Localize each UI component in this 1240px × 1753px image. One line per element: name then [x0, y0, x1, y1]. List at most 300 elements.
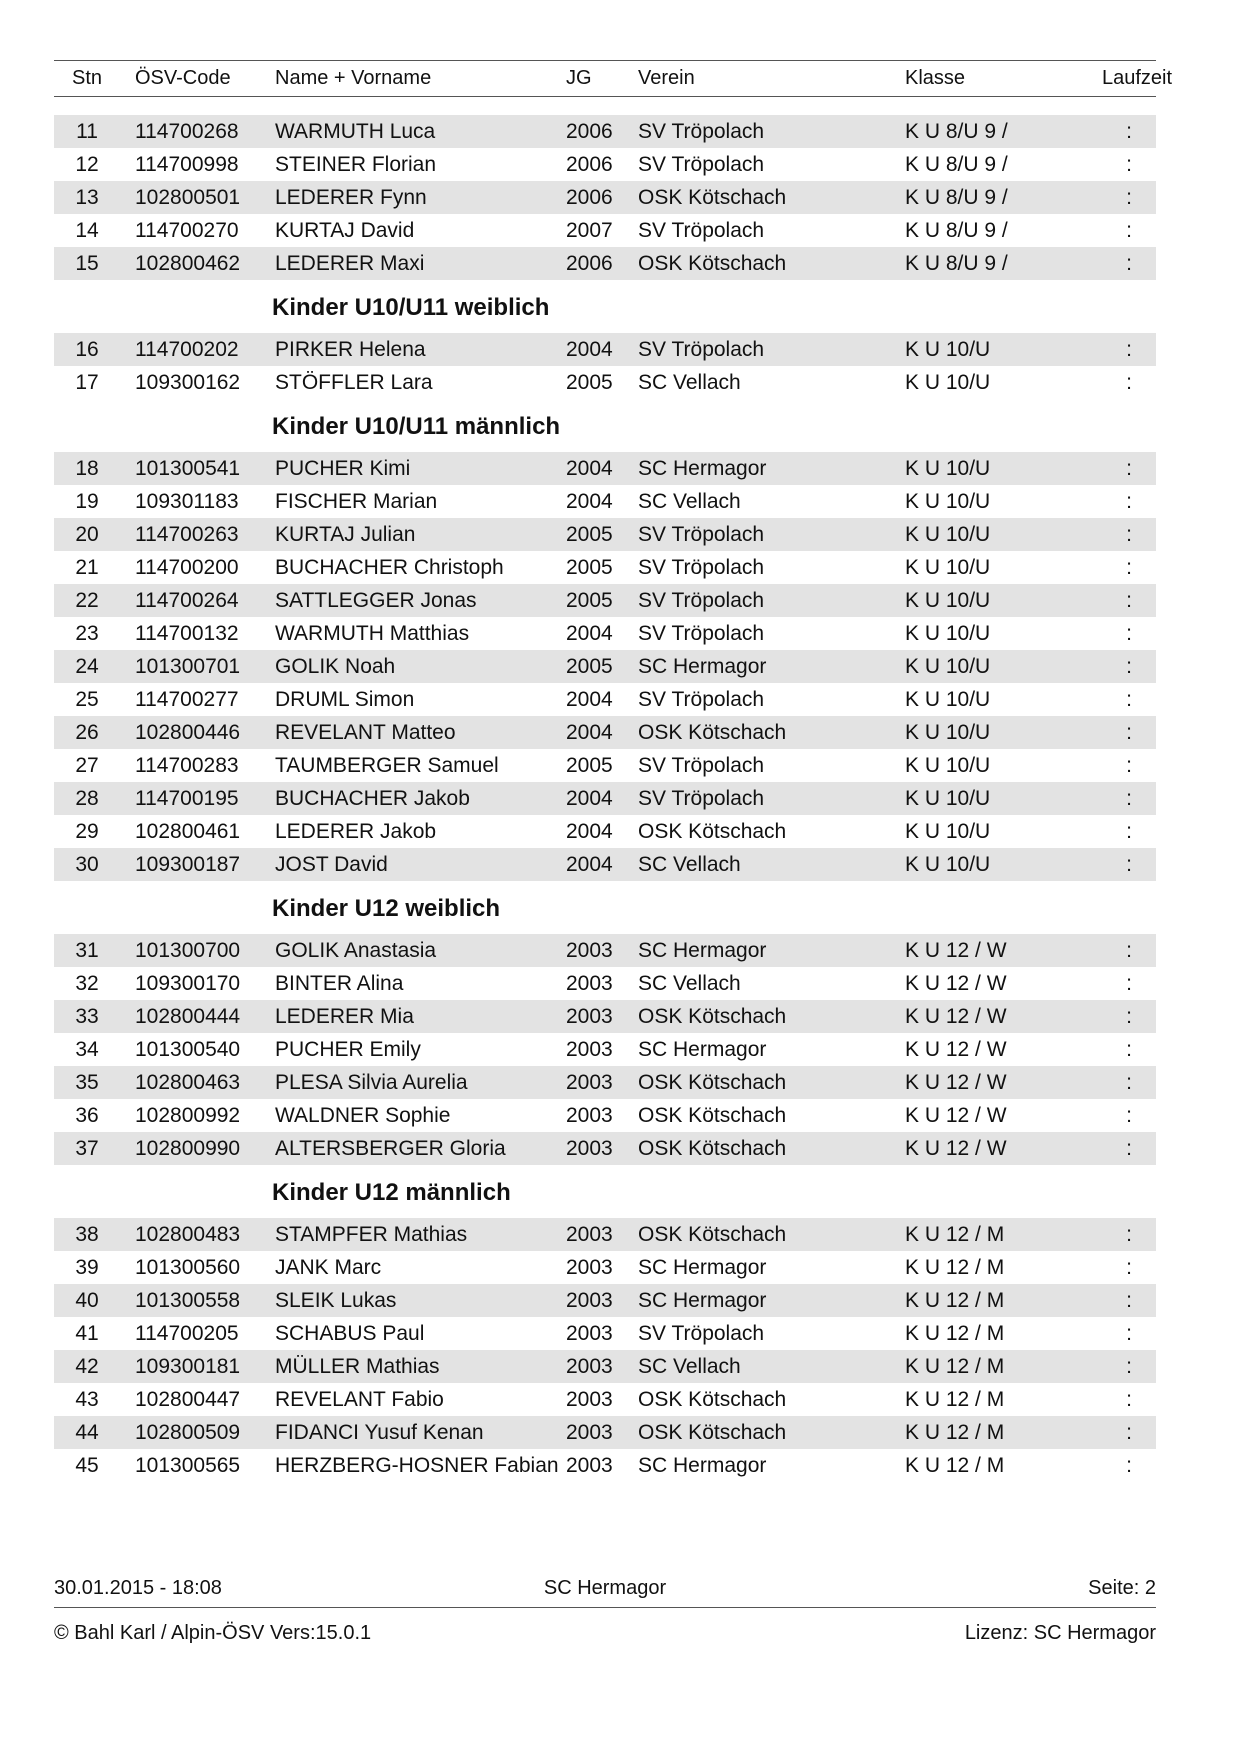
cell-laufzeit: :	[1126, 119, 1132, 143]
cell-laufzeit: :	[1126, 218, 1132, 242]
table-row	[54, 749, 1156, 782]
cell-name: SCHABUS Paul	[275, 1321, 425, 1345]
cell-stn: 44	[75, 1420, 99, 1444]
cell-stn: 24	[75, 654, 99, 678]
cell-klasse: K U 12 / W	[905, 1070, 1007, 1094]
cell-code: 102800990	[135, 1136, 241, 1160]
table-row	[54, 848, 1156, 881]
cell-verein: SV Tröpolach	[638, 621, 765, 645]
section-title: Kinder U12 weiblich	[272, 895, 501, 922]
cell-code: 114700200	[135, 555, 239, 579]
table-row	[54, 1251, 1156, 1284]
cell-laufzeit: :	[1126, 456, 1132, 480]
cell-klasse: K U 10/U	[905, 522, 991, 546]
cell-laufzeit: :	[1126, 819, 1132, 843]
cell-verein: OSK Kötschach	[638, 251, 787, 275]
cell-name: HERZBERG-HOSNER Fabian	[275, 1453, 559, 1477]
cell-jg: 2005	[566, 654, 613, 678]
cell-name: REVELANT Matteo	[275, 720, 456, 744]
cell-verein: SC Hermagor	[638, 1037, 767, 1061]
table-row	[54, 1000, 1156, 1033]
cell-name: SLEIK Lukas	[275, 1288, 397, 1312]
cell-verein: OSK Kötschach	[638, 1103, 787, 1127]
cell-laufzeit: :	[1126, 185, 1132, 209]
table-row	[54, 967, 1156, 1000]
table-row	[54, 333, 1156, 366]
cell-verein: SC Vellach	[638, 1354, 741, 1378]
cell-klasse: K U 8/U 9 /	[905, 152, 1008, 176]
section-title: Kinder U12 männlich	[272, 1179, 511, 1206]
cell-jg: 2007	[566, 218, 613, 242]
cell-code: 102800446	[135, 720, 241, 744]
cell-code: 101300560	[135, 1255, 241, 1279]
cell-laufzeit: :	[1126, 1387, 1132, 1411]
cell-stn: 11	[76, 119, 98, 143]
table-row	[54, 1449, 1156, 1482]
table-header	[54, 60, 1173, 97]
cell-klasse: K U 12 / W	[905, 971, 1007, 995]
cell-jg: 2005	[566, 370, 613, 394]
cell-name: LEDERER Jakob	[275, 819, 437, 843]
cell-laufzeit: :	[1126, 971, 1132, 995]
table-row	[54, 1132, 1156, 1165]
cell-stn: 15	[75, 251, 99, 275]
cell-code: 109300187	[135, 852, 241, 876]
license: Lizenz: SC Hermagor	[964, 1621, 1156, 1644]
cell-jg: 2003	[566, 1387, 613, 1411]
cell-stn: 30	[75, 852, 99, 876]
cell-verein: SC Hermagor	[638, 1255, 767, 1279]
cell-jg: 2006	[566, 185, 613, 209]
cell-jg: 2004	[566, 337, 613, 361]
cell-klasse: K U 8/U 9 /	[905, 119, 1008, 143]
cell-verein: SC Vellach	[638, 370, 741, 394]
cell-laufzeit: :	[1126, 687, 1132, 711]
table-row	[54, 518, 1156, 551]
cell-klasse: K U 10/U	[905, 337, 991, 361]
cell-klasse: K U 10/U	[905, 819, 991, 843]
cell-name: REVELANT Fabio	[275, 1387, 444, 1411]
cell-stn: 12	[75, 152, 99, 176]
cell-verein: SC Hermagor	[638, 938, 767, 962]
cell-jg: 2003	[566, 1070, 613, 1094]
cell-laufzeit: :	[1126, 370, 1132, 394]
cell-verein: OSK Kötschach	[638, 819, 787, 843]
header-laufzeit: Laufzeit	[1102, 67, 1173, 89]
page-number: Seite: 2	[1088, 1576, 1156, 1599]
cell-laufzeit: :	[1126, 753, 1132, 777]
cell-laufzeit: :	[1126, 555, 1132, 579]
cell-verein: SV Tröpolach	[638, 588, 765, 612]
cell-jg: 2006	[566, 152, 613, 176]
cell-stn: 32	[75, 971, 99, 995]
cell-stn: 33	[75, 1004, 99, 1028]
cell-klasse: K U 10/U	[905, 456, 991, 480]
cell-name: PLESA Silvia Aurelia	[275, 1070, 468, 1094]
table-body	[54, 115, 1156, 1482]
cell-stn: 42	[75, 1354, 99, 1378]
cell-code: 114700132	[135, 621, 239, 645]
cell-verein: SV Tröpolach	[638, 786, 765, 810]
cell-verein: OSK Kötschach	[638, 1070, 787, 1094]
cell-stn: 40	[75, 1288, 99, 1312]
cell-name: ALTERSBERGER Gloria	[275, 1136, 506, 1160]
cell-klasse: K U 12 / W	[905, 1103, 1007, 1127]
section-title: Kinder U10/U11 weiblich	[272, 294, 550, 321]
cell-stn: 43	[75, 1387, 99, 1411]
cell-klasse: K U 10/U	[905, 753, 991, 777]
header-gap	[54, 97, 1156, 115]
cell-klasse: K U 10/U	[905, 687, 991, 711]
table-row	[54, 247, 1156, 280]
cell-stn: 18	[75, 456, 99, 480]
cell-klasse: K U 8/U 9 /	[905, 251, 1008, 275]
cell-name: PIRKER Helena	[275, 337, 426, 361]
cell-stn: 16	[75, 337, 99, 361]
cell-verein: SV Tröpolach	[638, 555, 765, 579]
cell-code: 114700195	[135, 786, 239, 810]
cell-name: LEDERER Maxi	[275, 251, 425, 275]
cell-klasse: K U 10/U	[905, 654, 991, 678]
cell-code: 101300701	[135, 654, 241, 678]
cell-verein: OSK Kötschach	[638, 185, 787, 209]
cell-klasse: K U 12 / W	[905, 938, 1007, 962]
table-row	[54, 716, 1156, 749]
cell-klasse: K U 12 / M	[905, 1222, 1005, 1246]
cell-stn: 20	[75, 522, 99, 546]
cell-laufzeit: :	[1126, 251, 1132, 275]
table-row	[54, 815, 1156, 848]
cell-stn: 23	[75, 621, 99, 645]
cell-stn: 34	[75, 1037, 99, 1061]
cell-stn: 38	[75, 1222, 99, 1246]
cell-name: BUCHACHER Christoph	[275, 555, 504, 579]
cell-code: 114700277	[135, 687, 239, 711]
cell-klasse: K U 10/U	[905, 370, 991, 394]
cell-name: FISCHER Marian	[275, 489, 438, 513]
cell-jg: 2003	[566, 1037, 613, 1061]
cell-code: 109301183	[135, 489, 239, 513]
cell-verein: SC Hermagor	[638, 654, 767, 678]
table-row	[54, 485, 1156, 518]
cell-name: MÜLLER Mathias	[275, 1354, 440, 1378]
cell-klasse: K U 12 / M	[905, 1321, 1005, 1345]
cell-name: WARMUTH Matthias	[275, 621, 470, 645]
cell-klasse: K U 12 / W	[905, 1037, 1007, 1061]
cell-jg: 2004	[566, 819, 613, 843]
table-row	[54, 683, 1156, 716]
cell-jg: 2004	[566, 687, 613, 711]
cell-name: PUCHER Emily	[275, 1037, 421, 1061]
cell-laufzeit: :	[1126, 1255, 1132, 1279]
cell-name: BUCHACHER Jakob	[275, 786, 470, 810]
cell-verein: SV Tröpolach	[638, 687, 765, 711]
header-code: ÖSV-Code	[135, 67, 231, 89]
cell-laufzeit: :	[1126, 621, 1132, 645]
cell-stn: 41	[75, 1321, 99, 1345]
table-row	[54, 650, 1156, 683]
cell-stn: 27	[75, 753, 99, 777]
cell-verein: SV Tröpolach	[638, 753, 765, 777]
cell-laufzeit: :	[1126, 1420, 1132, 1444]
cell-name: PUCHER Kimi	[275, 456, 411, 480]
cell-name: TAUMBERGER Samuel	[275, 753, 499, 777]
cell-jg: 2003	[566, 1222, 613, 1246]
table-row	[54, 1284, 1156, 1317]
cell-code: 102800462	[135, 251, 241, 275]
cell-stn: 13	[75, 185, 99, 209]
cell-laufzeit: :	[1126, 1004, 1132, 1028]
cell-klasse: K U 10/U	[905, 489, 991, 513]
section-title: Kinder U10/U11 männlich	[272, 413, 561, 440]
cell-jg: 2003	[566, 938, 613, 962]
cell-klasse: K U 8/U 9 /	[905, 218, 1008, 242]
cell-klasse: K U 12 / M	[905, 1387, 1005, 1411]
table-row	[54, 1317, 1156, 1350]
cell-jg: 2003	[566, 1255, 613, 1279]
cell-laufzeit: :	[1126, 654, 1132, 678]
cell-name: LEDERER Fynn	[275, 185, 427, 209]
cell-code: 114700268	[135, 119, 239, 143]
cell-stn: 21	[75, 555, 99, 579]
cell-laufzeit: :	[1126, 786, 1132, 810]
cell-stn: 28	[75, 786, 99, 810]
cell-verein: SV Tröpolach	[638, 152, 765, 176]
cell-laufzeit: :	[1126, 1354, 1132, 1378]
cell-jg: 2004	[566, 720, 613, 744]
organizer: SC Hermagor	[543, 1576, 667, 1599]
cell-code: 102800992	[135, 1103, 241, 1127]
cell-klasse: K U 12 / M	[905, 1420, 1005, 1444]
cell-laufzeit: :	[1126, 1136, 1132, 1160]
cell-jg: 2004	[566, 786, 613, 810]
table-row	[54, 934, 1156, 967]
cell-code: 102800463	[135, 1070, 241, 1094]
cell-name: GOLIK Anastasia	[275, 938, 437, 962]
cell-klasse: K U 12 / M	[905, 1255, 1005, 1279]
table-row	[54, 1350, 1156, 1383]
table-row	[54, 181, 1156, 214]
cell-jg: 2003	[566, 1136, 613, 1160]
cell-stn: 26	[75, 720, 99, 744]
cell-name: KURTAJ David	[275, 218, 415, 242]
table-row	[54, 1033, 1156, 1066]
cell-name: STÖFFLER Lara	[275, 370, 433, 394]
cell-jg: 2005	[566, 555, 613, 579]
cell-jg: 2003	[566, 1103, 613, 1127]
copyright: © Bahl Karl / Alpin-ÖSV Vers:15.0.1	[54, 1621, 372, 1644]
cell-verein: SV Tröpolach	[638, 218, 765, 242]
cell-laufzeit: :	[1126, 489, 1132, 513]
cell-verein: SC Hermagor	[638, 1288, 767, 1312]
cell-name: JANK Marc	[275, 1255, 382, 1279]
table-row	[54, 782, 1156, 815]
cell-code: 114700998	[135, 152, 239, 176]
cell-laufzeit: :	[1126, 1103, 1132, 1127]
table-row	[54, 214, 1156, 247]
cell-name: JOST David	[275, 852, 388, 876]
header-klasse: Klasse	[905, 67, 966, 89]
cell-code: 114700264	[135, 588, 239, 612]
start-list-page	[54, 60, 1173, 1482]
cell-verein: SV Tröpolach	[638, 337, 765, 361]
header-stn: Stn	[71, 67, 103, 89]
cell-verein: OSK Kötschach	[638, 1004, 787, 1028]
cell-stn: 22	[75, 588, 99, 612]
cell-laufzeit: :	[1126, 938, 1132, 962]
cell-verein: SC Hermagor	[638, 1453, 767, 1477]
cell-jg: 2003	[566, 1420, 613, 1444]
cell-verein: OSK Kötschach	[638, 1420, 787, 1444]
cell-code: 114700205	[135, 1321, 239, 1345]
cell-jg: 2006	[566, 251, 613, 275]
cell-code: 114700283	[135, 753, 239, 777]
cell-verein: SV Tröpolach	[638, 1321, 765, 1345]
cell-stn: 29	[75, 819, 99, 843]
cell-laufzeit: :	[1126, 522, 1132, 546]
cell-klasse: K U 12 / M	[905, 1354, 1005, 1378]
cell-name: DRUML Simon	[275, 687, 415, 711]
cell-laufzeit: :	[1126, 852, 1132, 876]
table-row	[54, 1066, 1156, 1099]
cell-jg: 2003	[566, 1321, 613, 1345]
cell-jg: 2005	[566, 753, 613, 777]
table-row	[54, 366, 1156, 399]
table-row	[54, 1416, 1156, 1449]
cell-verein: SV Tröpolach	[638, 119, 765, 143]
cell-klasse: K U 8/U 9 /	[905, 185, 1008, 209]
cell-jg: 2004	[566, 489, 613, 513]
cell-klasse: K U 10/U	[905, 621, 991, 645]
cell-name: SATTLEGGER Jonas	[275, 588, 477, 612]
cell-name: WARMUTH Luca	[275, 119, 436, 143]
cell-name: WALDNER Sophie	[275, 1103, 451, 1127]
cell-code: 101300565	[135, 1453, 241, 1477]
cell-laufzeit: :	[1126, 337, 1132, 361]
cell-verein: SC Vellach	[638, 852, 741, 876]
header-name: Name + Vorname	[275, 67, 432, 89]
cell-code: 114700263	[135, 522, 239, 546]
cell-stn: 35	[75, 1070, 99, 1094]
table-row	[54, 617, 1156, 650]
cell-name: STEINER Florian	[275, 152, 437, 176]
table-row	[54, 1383, 1156, 1416]
cell-klasse: K U 10/U	[905, 852, 991, 876]
cell-name: FIDANCI Yusuf Kenan	[275, 1420, 484, 1444]
cell-code: 102800444	[135, 1004, 241, 1028]
cell-verein: SC Hermagor	[638, 456, 767, 480]
cell-laufzeit: :	[1126, 1321, 1132, 1345]
table-row	[54, 1218, 1156, 1251]
table-row	[54, 551, 1156, 584]
cell-jg: 2004	[566, 456, 613, 480]
cell-name: STAMPFER Mathias	[275, 1222, 468, 1246]
cell-code: 101300700	[135, 938, 241, 962]
cell-name: LEDERER Mia	[275, 1004, 414, 1028]
table-row	[54, 1099, 1156, 1132]
footer-line-1	[54, 1569, 1156, 1608]
cell-stn: 36	[75, 1103, 99, 1127]
cell-jg: 2006	[566, 119, 613, 143]
cell-code: 101300540	[135, 1037, 241, 1061]
cell-klasse: K U 10/U	[905, 588, 991, 612]
cell-verein: OSK Kötschach	[638, 1387, 787, 1411]
cell-name: KURTAJ Julian	[275, 522, 416, 546]
cell-laufzeit: :	[1126, 152, 1132, 176]
cell-verein: OSK Kötschach	[638, 720, 787, 744]
cell-jg: 2004	[566, 621, 613, 645]
cell-code: 102800509	[135, 1420, 241, 1444]
cell-stn: 19	[75, 489, 99, 513]
cell-verein: SV Tröpolach	[638, 522, 765, 546]
table-row	[54, 148, 1156, 181]
cell-code: 102800501	[135, 185, 241, 209]
cell-jg: 2003	[566, 1004, 613, 1028]
cell-name: GOLIK Noah	[275, 654, 396, 678]
print-datetime: 30.01.2015 - 18:08	[54, 1576, 222, 1599]
cell-stn: 25	[75, 687, 99, 711]
cell-stn: 45	[75, 1453, 99, 1477]
cell-verein: OSK Kötschach	[638, 1222, 787, 1246]
cell-laufzeit: :	[1126, 1288, 1132, 1312]
cell-jg: 2005	[566, 522, 613, 546]
cell-stn: 14	[75, 218, 99, 242]
cell-jg: 2003	[566, 971, 613, 995]
cell-laufzeit: :	[1126, 1070, 1132, 1094]
cell-verein: OSK Kötschach	[638, 1136, 787, 1160]
cell-klasse: K U 12 / W	[905, 1004, 1007, 1028]
cell-klasse: K U 10/U	[905, 555, 991, 579]
table-row	[54, 452, 1156, 485]
cell-code: 109300181	[135, 1354, 241, 1378]
cell-code: 109300162	[135, 370, 241, 394]
header-verein: Verein	[638, 67, 695, 89]
cell-code: 114700202	[135, 337, 239, 361]
cell-klasse: K U 12 / M	[905, 1453, 1005, 1477]
header-jg: JG	[566, 67, 592, 89]
cell-jg: 2005	[566, 588, 613, 612]
cell-code: 102800447	[135, 1387, 241, 1411]
cell-code: 114700270	[135, 218, 239, 242]
cell-klasse: K U 10/U	[905, 720, 991, 744]
cell-laufzeit: :	[1126, 1222, 1132, 1246]
cell-code: 109300170	[135, 971, 241, 995]
cell-stn: 17	[75, 370, 99, 394]
footer-line-2	[54, 1614, 1156, 1652]
cell-code: 101300558	[135, 1288, 241, 1312]
cell-code: 102800461	[135, 819, 241, 843]
cell-stn: 37	[75, 1136, 99, 1160]
table-row	[54, 115, 1156, 148]
cell-code: 102800483	[135, 1222, 241, 1246]
cell-verein: SC Vellach	[638, 489, 741, 513]
cell-verein: SC Vellach	[638, 971, 741, 995]
cell-name: BINTER Alina	[275, 971, 404, 995]
cell-jg: 2003	[566, 1453, 613, 1477]
cell-stn: 31	[75, 938, 99, 962]
cell-code: 101300541	[135, 456, 241, 480]
cell-klasse: K U 12 / M	[905, 1288, 1005, 1312]
cell-stn: 39	[75, 1255, 99, 1279]
cell-klasse: K U 12 / W	[905, 1136, 1007, 1160]
cell-jg: 2003	[566, 1354, 613, 1378]
cell-laufzeit: :	[1126, 720, 1132, 744]
cell-klasse: K U 10/U	[905, 786, 991, 810]
cell-laufzeit: :	[1126, 1453, 1132, 1477]
cell-laufzeit: :	[1126, 1037, 1132, 1061]
table-row	[54, 584, 1156, 617]
cell-jg: 2004	[566, 852, 613, 876]
